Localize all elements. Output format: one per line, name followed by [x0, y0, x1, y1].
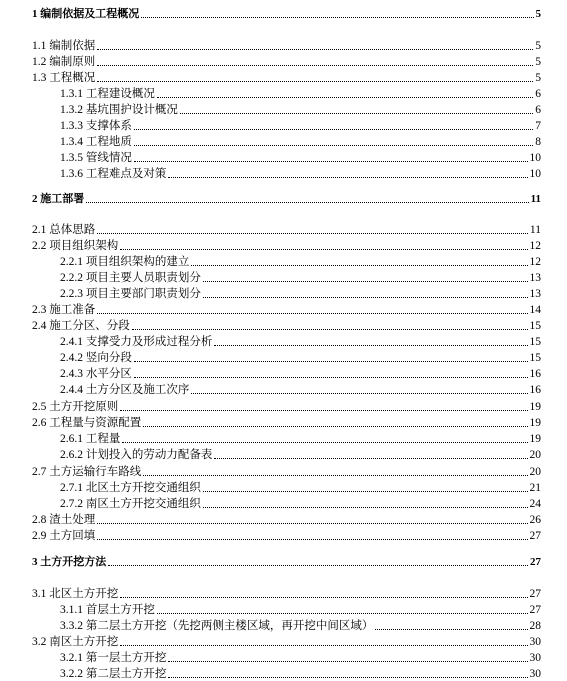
- toc-entry-title: 1.3.1 工程建设概况: [60, 88, 155, 100]
- toc-entry-page-number: 6: [535, 104, 541, 116]
- toc-entry-title: 3.3.2 第二层土方开挖（先挖两侧主楼区域，再开挖中间区域）: [60, 620, 374, 632]
- toc-entry-title: 2.2.2 项目主要人员职责划分: [60, 272, 201, 284]
- dot-leader: [157, 97, 533, 98]
- toc-entry-page-number: 19: [529, 401, 541, 413]
- toc-entry[interactable]: [32, 69, 541, 85]
- toc-entry-page-number: 24: [529, 498, 541, 510]
- dot-leader: [134, 129, 533, 130]
- toc-entry[interactable]: [60, 446, 541, 462]
- toc-entry-page-number: 30: [529, 668, 541, 680]
- dot-leader: [120, 645, 527, 646]
- toc-entry[interactable]: [60, 601, 541, 617]
- toc-entry-title: 1 编制依据及工程概况: [32, 8, 140, 20]
- dot-leader: [191, 265, 527, 266]
- dot-leader: [214, 458, 527, 459]
- dot-leader: [214, 345, 527, 346]
- toc-entry-page-number: 6: [535, 88, 541, 100]
- toc-entry[interactable]: [60, 479, 541, 495]
- toc-entry-page-number: 5: [535, 56, 541, 68]
- toc-entry-title: 3 土方开挖方法: [32, 556, 107, 568]
- toc-entry-title: 2.4.2 竖向分段: [60, 352, 132, 364]
- toc-entry-title: 2.2 项目组织架构: [32, 240, 119, 252]
- toc-entry[interactable]: [32, 553, 541, 569]
- toc-entry-page-number: 5: [535, 8, 541, 20]
- dot-leader: [120, 410, 527, 411]
- dot-leader: [168, 177, 527, 178]
- toc-entry-page-number: 8: [535, 136, 541, 148]
- toc-entry-title: 3.2.2 第二层土方开挖: [60, 668, 167, 680]
- toc-entry-title: 1.3.5 管线情况: [60, 152, 132, 164]
- toc-entry[interactable]: [32, 37, 541, 53]
- toc-entry-page-number: 27: [529, 588, 541, 600]
- toc-entry-title: 1.3 工程概况: [32, 72, 96, 84]
- toc-entry-page-number: 27: [529, 530, 541, 542]
- toc-entry-page-number: 13: [529, 272, 541, 284]
- toc-entry-title: 2.9 土方回填: [32, 530, 96, 542]
- toc-entry-title: 2.4 施工分区、分段: [32, 320, 130, 332]
- toc-entry-title: 1.3.4 工程地质: [60, 136, 132, 148]
- toc-entry[interactable]: [32, 53, 541, 69]
- toc-entry-page-number: 14: [529, 304, 541, 316]
- toc-entry-title: 2.7.1 北区土方开挖交通组织: [60, 482, 201, 494]
- dot-leader: [180, 113, 533, 114]
- dot-leader: [141, 17, 533, 18]
- toc-entry-page-number: 11: [530, 193, 541, 205]
- dot-leader: [191, 393, 527, 394]
- toc-entry-title: 2 施工部署: [32, 193, 85, 205]
- dot-leader: [168, 677, 527, 678]
- toc-entry[interactable]: [60, 165, 541, 181]
- toc-entry-page-number: 10: [529, 168, 541, 180]
- toc-entry-page-number: 19: [529, 417, 541, 429]
- dot-leader: [120, 249, 527, 250]
- dot-leader: [120, 597, 527, 598]
- toc-entry-page-number: 27: [530, 556, 541, 568]
- dot-leader: [143, 475, 527, 476]
- toc-entry-page-number: 7: [535, 120, 541, 132]
- toc-entry-page-number: 16: [529, 368, 541, 380]
- dot-leader: [97, 233, 528, 234]
- dot-leader: [97, 313, 527, 314]
- toc-entry[interactable]: [32, 190, 541, 206]
- toc-entry[interactable]: [32, 585, 541, 601]
- toc-entry[interactable]: [32, 221, 541, 237]
- toc-entry-page-number: 12: [529, 256, 541, 268]
- dot-leader: [97, 81, 533, 82]
- toc-entry-title: 2.6.2 计划投入的劳动力配备表: [60, 449, 213, 461]
- toc-entry[interactable]: [32, 527, 541, 543]
- dot-leader: [97, 65, 533, 66]
- toc-entry[interactable]: [32, 317, 541, 333]
- dot-leader: [143, 426, 527, 427]
- dot-leader: [203, 491, 528, 492]
- toc-entry-page-number: 20: [529, 449, 541, 461]
- toc-entry-title: 3.2 南区土方开挖: [32, 636, 119, 648]
- toc-entry-title: 3.1 北区土方开挖: [32, 588, 119, 600]
- toc-entry[interactable]: [60, 430, 541, 446]
- toc-entry-page-number: 19: [529, 433, 541, 445]
- toc-entry-page-number: 12: [529, 240, 541, 252]
- toc-entry-title: 2.1 总体思路: [32, 224, 96, 236]
- toc-entry-title: 2.3 施工准备: [32, 304, 96, 316]
- toc-entry[interactable]: [60, 665, 541, 681]
- dot-leader: [203, 507, 528, 508]
- dot-leader: [132, 329, 528, 330]
- toc-entry[interactable]: [32, 414, 541, 430]
- toc-entry-page-number: 30: [529, 636, 541, 648]
- toc-entry-title: 2.8 渣土处理: [32, 514, 96, 526]
- toc-entry-page-number: 5: [535, 40, 541, 52]
- toc-entry-page-number: 11: [529, 224, 541, 236]
- dot-leader: [134, 145, 533, 146]
- toc-entry-title: 2.4.4 土方分区及施工次序: [60, 384, 190, 396]
- dot-leader: [168, 661, 527, 662]
- toc-entry-title: 2.4.3 水平分区: [60, 368, 132, 380]
- toc-entry[interactable]: [32, 5, 541, 21]
- dot-leader: [122, 442, 527, 443]
- toc-entry[interactable]: [60, 117, 541, 133]
- toc-entry-page-number: 28: [529, 620, 541, 632]
- toc-entry-title: 2.7.2 南区土方开挖交通组织: [60, 498, 201, 510]
- toc-entry-title: 2.5 土方开挖原则: [32, 401, 119, 413]
- toc-entry-title: 2.7 土方运输行车路线: [32, 466, 142, 478]
- toc-entry[interactable]: [60, 285, 541, 301]
- toc-entry[interactable]: [32, 511, 541, 527]
- toc-entry[interactable]: [32, 633, 541, 649]
- toc-entry[interactable]: [60, 617, 541, 633]
- dot-leader: [97, 523, 527, 524]
- toc-entry-page-number: 15: [529, 352, 541, 364]
- toc-entry-title: 3.2.1 第一层土方开挖: [60, 652, 167, 664]
- dot-leader: [134, 361, 528, 362]
- toc-entry[interactable]: [60, 365, 541, 381]
- toc-entry-page-number: 15: [529, 320, 541, 332]
- toc-entry[interactable]: [60, 269, 541, 285]
- toc-entry[interactable]: [32, 301, 541, 317]
- toc-entry[interactable]: [32, 237, 541, 253]
- toc-entry[interactable]: [60, 149, 541, 165]
- toc-entry-title: 3.1.1 首层土方开挖: [60, 604, 155, 616]
- dot-leader: [203, 281, 528, 282]
- dot-leader: [97, 539, 527, 540]
- dot-leader: [157, 613, 528, 614]
- toc-entry-page-number: 15: [529, 336, 541, 348]
- toc-entry-page-number: 5: [535, 72, 541, 84]
- toc-entry-title: 2.4.1 支撑受力及形成过程分析: [60, 336, 213, 348]
- toc-entry-page-number: 27: [529, 604, 541, 616]
- dot-leader: [375, 629, 527, 630]
- toc-entry-title: 2.6.1 工程量: [60, 433, 121, 445]
- toc-entry-title: 1.3.2 基坑围护设计概况: [60, 104, 178, 116]
- toc-entry[interactable]: [32, 463, 541, 479]
- toc-entry[interactable]: [60, 85, 541, 101]
- toc-entry[interactable]: [60, 333, 541, 349]
- dot-leader: [108, 565, 528, 566]
- toc-entry-page-number: 21: [529, 482, 541, 494]
- toc-entry-page-number: 10: [529, 152, 541, 164]
- toc-entry-page-number: 13: [529, 288, 541, 300]
- toc-entry-title: 2.6 工程量与资源配置: [32, 417, 142, 429]
- dot-leader: [134, 161, 528, 162]
- toc-entry-page-number: 20: [529, 466, 541, 478]
- toc-entry-page-number: 26: [529, 514, 541, 526]
- toc-entry[interactable]: [32, 398, 541, 414]
- dot-leader: [86, 202, 528, 203]
- toc-entry-title: 1.3.3 支撑体系: [60, 120, 132, 132]
- toc-entry-page-number: 16: [529, 384, 541, 396]
- dot-leader: [203, 297, 528, 298]
- dot-leader: [134, 377, 528, 378]
- toc-entry[interactable]: [60, 101, 541, 117]
- toc-entry-title: 1.1 编制依据: [32, 40, 96, 52]
- toc-entry[interactable]: [60, 381, 541, 397]
- toc-entry[interactable]: [60, 133, 541, 149]
- toc-entry[interactable]: [60, 349, 541, 365]
- toc-entry-title: 1.2 编制原则: [32, 56, 96, 68]
- toc-entry-title: 2.2.1 项目组织架构的建立: [60, 256, 190, 268]
- toc-entry-title: 2.2.3 项目主要部门职责划分: [60, 288, 201, 300]
- toc-entry-page-number: 30: [529, 652, 541, 664]
- toc-entry[interactable]: [60, 649, 541, 665]
- toc-entry[interactable]: [60, 495, 541, 511]
- dot-leader: [97, 49, 533, 50]
- toc-entry-title: 1.3.6 工程难点及对策: [60, 168, 167, 180]
- toc-entry[interactable]: [60, 253, 541, 269]
